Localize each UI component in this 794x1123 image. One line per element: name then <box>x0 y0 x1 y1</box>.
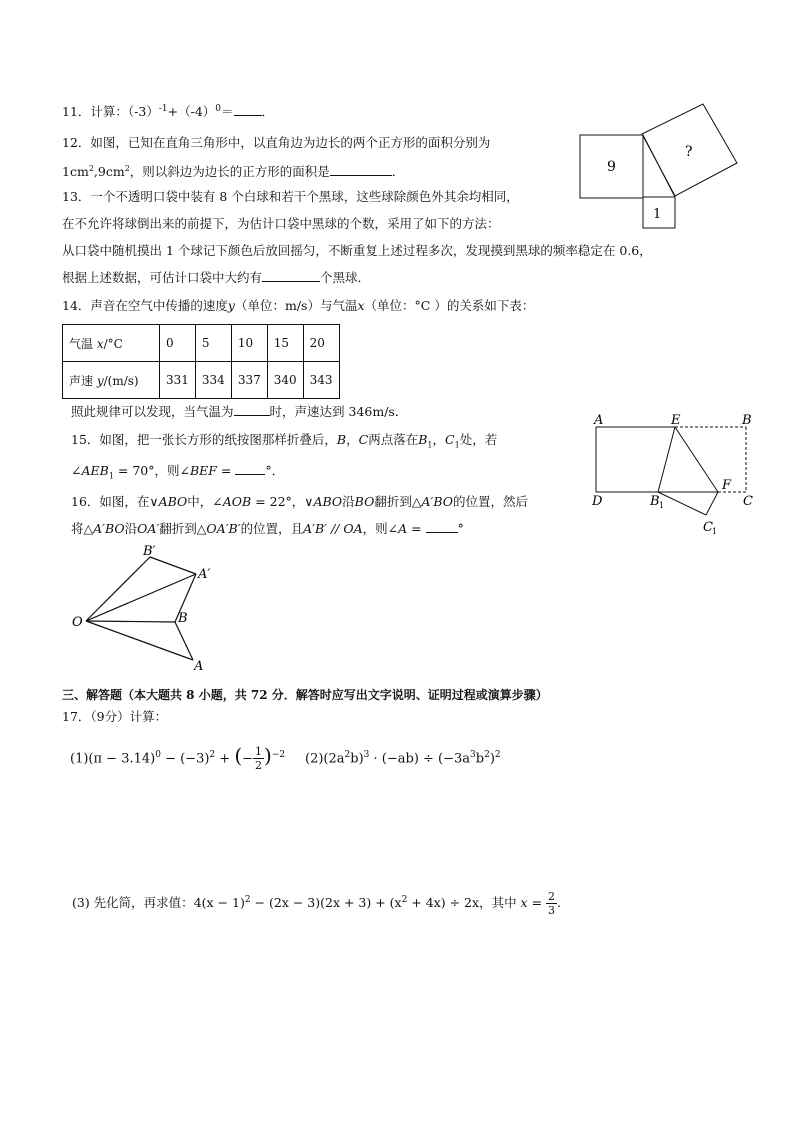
q15-figure <box>585 410 765 540</box>
q16-aob: AOB <box>222 494 252 509</box>
q17-p3-expr-a: 4(x − 1) <box>193 895 245 911</box>
q16-text-k: 的位置，然后 <box>453 494 529 509</box>
q17-part1 <box>70 740 285 774</box>
q17-p3-expr-b: − (2x − 3)(2x + 3) + (x <box>250 895 402 911</box>
q17-p3-frac-num: 2 <box>548 890 556 904</box>
q16-text-2e: 翻折到△ <box>159 521 207 536</box>
q15-sep2: ， <box>432 432 446 447</box>
q17-p3-num: (3) 先化简，再求值： <box>72 895 194 911</box>
q16-line2 <box>71 520 464 538</box>
edge-bpap <box>150 557 196 574</box>
row-header-temperature <box>63 325 160 362</box>
q17-p3-fraction <box>546 890 557 917</box>
q16-angle-a: A <box>398 521 408 536</box>
q15-b1: B <box>418 432 428 447</box>
q16-figure <box>68 540 218 675</box>
temp-unit: /°C <box>103 336 123 351</box>
q17-p3-frac-den: 3 <box>548 904 556 918</box>
q11-number: 11． <box>62 104 91 120</box>
q16-answer-blank[interactable] <box>426 520 458 533</box>
table-cell: 343 <box>303 362 339 399</box>
q15-c: C <box>358 432 369 447</box>
q12-end: ． <box>391 164 405 180</box>
edge-c1f <box>706 492 718 515</box>
q17-p2-b-sup1: 3 <box>470 750 476 760</box>
q16-abo: ABO <box>158 494 188 509</box>
q14-after <box>71 403 407 421</box>
q17-p2-b-sup3: 2 <box>494 750 501 760</box>
section-3-heading: 三、解答题（本大题共 8 小题，共 72 分．解答时应写出文字说明、证明过程或演算步骤） <box>62 688 548 702</box>
q15-angle-sub: 1 <box>108 471 114 481</box>
q16-text-2c: 沿 <box>124 521 138 536</box>
q11-mid: +（-4） <box>167 104 216 120</box>
q17-p2-num: (2) <box>305 751 324 767</box>
q11-tail: ． <box>261 104 275 120</box>
q17-p3-expr-c: + 4x) ÷ 2x <box>407 895 480 911</box>
q15-angle-value: = 70°，则∠ <box>113 463 190 478</box>
q12-question: ，则以斜边为边长的正方形的面积是 <box>129 164 330 180</box>
label-o: O <box>72 615 83 630</box>
label-e: E <box>671 413 681 428</box>
q13-line1: 13．一个不透明口袋中装有 8 个白球和若干个黑球，这些球除颜色外其余均相同， <box>62 189 519 204</box>
q17-p1-frac-num: 1 <box>255 745 263 759</box>
q16-text-2g: 的位置，且 <box>240 521 304 536</box>
q14-var-y: y <box>227 298 235 313</box>
edge-eb1 <box>658 427 675 492</box>
q16-oapbp: OA′B′ <box>206 521 241 536</box>
q11-exp2: 0 <box>215 104 222 114</box>
q17-p2-a-sup1: 2 <box>344 750 351 760</box>
q11-eq: ＝ <box>221 104 234 120</box>
q16-text-c: 中，∠ <box>187 494 223 509</box>
q11-exp1: -1 <box>158 104 168 114</box>
label-c1: C <box>703 520 713 535</box>
q16-eq: = <box>407 521 426 536</box>
q17-p3-end: . <box>557 895 562 911</box>
q15-text-a: 15．如图，把一张长方形的纸按图那样折叠后， <box>71 432 337 447</box>
q13-unit: 个黑球． <box>320 270 371 285</box>
q17-p3-tail: ，其中 <box>479 895 517 911</box>
triangle-hypotenuse <box>643 135 675 197</box>
label-d: D <box>592 494 603 509</box>
q17-p2-a2: b) <box>350 751 364 767</box>
table-cell: 5 <box>195 325 231 362</box>
q12-line2 <box>62 160 404 181</box>
q17-p3-sup2: 2 <box>401 895 408 905</box>
q17-p1-frac-den: 2 <box>255 759 263 773</box>
table-cell: 10 <box>231 325 267 362</box>
q15-text-e: 两点落在 <box>368 432 419 447</box>
row-header-speed <box>63 362 160 399</box>
q17-p1-sign: − <box>242 751 254 767</box>
q17-p1-lparen: ( <box>234 743 243 768</box>
speed-unit: /(m/s) <box>103 373 139 388</box>
q15-degree: °． <box>265 463 285 478</box>
label-c1-sub: 1 <box>712 527 718 536</box>
label-b: B <box>178 611 188 626</box>
q16-parallel: A′B′ // OA <box>303 521 363 536</box>
q17-p1-c-sup: −2 <box>271 750 286 760</box>
q13-line3: 从口袋中随机摸出 1 个球记下颜色后放回摇匀，不断重复上述过程多次，发现摸到黑球的频率稳定在 0.6， <box>62 243 652 258</box>
label-bprime: B′ <box>143 544 156 559</box>
edge-b1c1 <box>658 492 706 515</box>
q17-p2-a: (2a <box>323 751 345 767</box>
q17-p3-sup1: 2 <box>244 895 251 905</box>
label-b1: B <box>650 494 660 509</box>
q17-p1-c: + <box>215 751 235 767</box>
table-row <box>63 362 340 399</box>
q16-line1 <box>71 493 528 511</box>
q17-p2-b3: ) <box>489 751 495 767</box>
q17-p1-b: − (−3) <box>160 751 210 767</box>
q12-sup1: 2 <box>88 164 94 173</box>
q14-after-question: 照此规律可以发现，当气温为 <box>71 404 234 419</box>
label-a: A <box>194 659 204 674</box>
label-b: B <box>742 413 752 428</box>
q14-text-b: （单位：m/s）与气温 <box>234 298 358 313</box>
speed-var: y <box>96 373 104 388</box>
q14-text-c: （单位：°C ）的关系如下表： <box>364 298 535 313</box>
q14-text-a: 14．声音在空气中传播的速度 <box>62 298 228 313</box>
q13-line2: 在不允许将球倒出来的前提下，为估计口袋中黑球的个数，采用了如下的方法： <box>62 216 500 231</box>
q15-line1 <box>71 431 497 455</box>
q16-apbo-2: A′BO <box>93 521 125 536</box>
q15-angle-bef: BEF <box>189 463 217 478</box>
q17-p2-b-sup2: 2 <box>484 750 490 760</box>
label-f: F <box>722 478 732 493</box>
label-b1-sub: 1 <box>659 501 665 510</box>
q17-part2 <box>305 740 501 774</box>
q12-sup2: 2 <box>124 164 130 173</box>
q11-text: 计算：（-3） <box>90 104 159 120</box>
q17-p1-b-sup: 2 <box>209 750 216 760</box>
q16-degree: ° <box>457 521 464 536</box>
table-cell: 337 <box>231 362 267 399</box>
q17-p1-a: (π − 3.14) <box>88 751 156 767</box>
q15-b1-sub: 1 <box>427 440 433 450</box>
q16-text-e: = 22°，∨ <box>251 494 314 509</box>
q13-question: 根据上述数据，可估计口袋中大约有 <box>62 270 263 285</box>
q11 <box>62 100 274 121</box>
q17-p1-num: (1) <box>70 751 89 767</box>
q15-eq: = <box>216 463 236 478</box>
q15-line2 <box>71 462 284 486</box>
q12-area2: ,9cm <box>93 164 125 180</box>
q14-var-x: x <box>357 298 365 313</box>
q14-line1 <box>62 297 534 315</box>
q15-text-i: 处，若 <box>459 432 498 447</box>
label-aprime: A′ <box>198 567 211 582</box>
q16-text-i: 翻折到△ <box>374 494 422 509</box>
q12-line1: 12．如图，已知在直角三角形中，以直角边为边长的两个正方形的面积分别为 <box>62 135 491 150</box>
q16-text-a: 16．如图，在∨ <box>71 494 159 509</box>
q17-p2-b2: b <box>475 751 485 767</box>
q17-title: 17．（9分）计算： <box>62 709 168 724</box>
q16-abo2: ABO <box>313 494 343 509</box>
q15-c1: C <box>445 432 455 447</box>
q16-oap: OA′ <box>137 521 160 536</box>
temp-var: x <box>96 336 104 351</box>
table-cell: 340 <box>267 362 303 399</box>
label-c: C <box>743 494 753 509</box>
table-cell: 20 <box>303 325 339 362</box>
temp-label: 气温 <box>69 336 94 351</box>
table-cell: 15 <box>267 325 303 362</box>
q17-p1-a-sup: 0 <box>155 750 161 760</box>
q15-sep1: ， <box>346 432 359 447</box>
label-question: ? <box>685 144 693 160</box>
speed-label: 声速 <box>69 373 94 388</box>
q12-answer-blank[interactable] <box>330 163 392 176</box>
label-a: A <box>594 413 604 428</box>
q15-c1-sub: 1 <box>454 440 460 450</box>
edge-ef <box>675 427 718 492</box>
q16-text-g: 沿 <box>342 494 355 509</box>
q17-p1-rparen: ) <box>264 743 272 768</box>
q13-answer-blank[interactable] <box>262 269 320 282</box>
q16-bo: BO <box>354 494 375 509</box>
q13-line4 <box>62 269 370 287</box>
q17-p1-fraction <box>253 745 264 772</box>
table-cell: 334 <box>195 362 231 399</box>
q17-p2-a-sup2: 3 <box>363 750 370 760</box>
q15-angle-aeb1: ∠AEB <box>71 463 109 478</box>
q14-after-tail: 时，声速达到 346m/s． <box>269 404 408 419</box>
q17-p2-b: · (−ab) ÷ (−3a <box>369 751 471 767</box>
q14-table <box>62 324 340 399</box>
q16-text-2i: ，则∠ <box>362 521 399 536</box>
q16-text-2a: 将△ <box>71 521 94 536</box>
q14-answer-blank[interactable] <box>234 403 270 416</box>
edge-obp <box>86 557 150 621</box>
table-cell: 0 <box>160 325 196 362</box>
q11-answer-blank[interactable] <box>234 103 262 116</box>
q12-figure <box>580 100 740 230</box>
q17-part3 <box>72 886 561 917</box>
table-cell: 331 <box>160 362 196 399</box>
table-row <box>63 325 340 362</box>
q15-answer-blank[interactable] <box>235 462 265 475</box>
label-1: 1 <box>653 207 662 222</box>
q16-apbo: A′BO <box>421 494 453 509</box>
edge-ob <box>86 621 175 622</box>
q12-area1: 1cm <box>62 164 89 180</box>
q17-p3-var: x = <box>516 895 547 911</box>
q15-b: B <box>336 432 347 447</box>
label-9: 9 <box>607 159 616 175</box>
